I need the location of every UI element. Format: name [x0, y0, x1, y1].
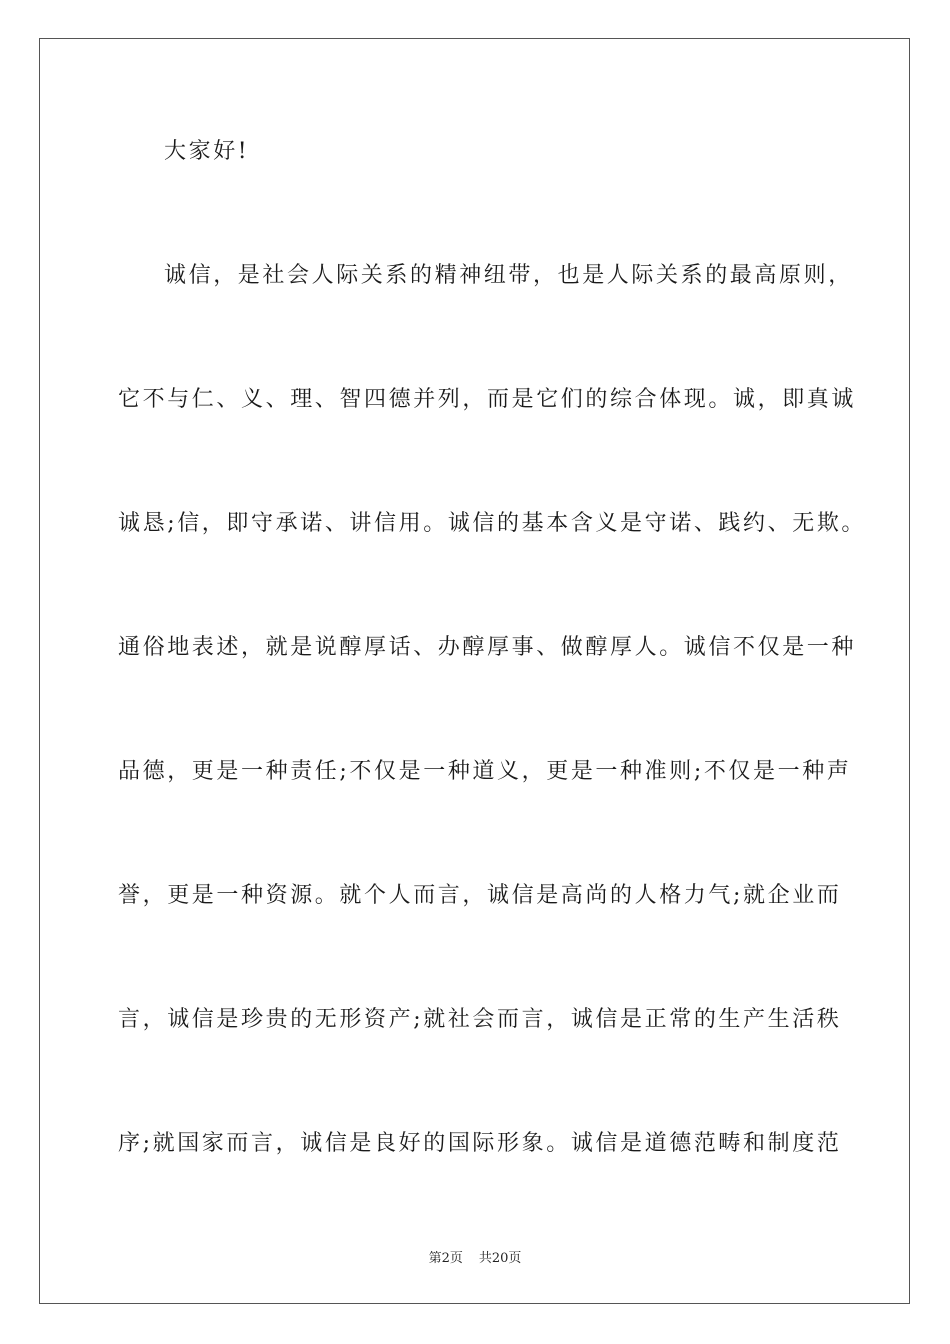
paragraph-line-6: 誉，更是一种资源。就个人而言，诚信是高尚的人格力气;就企业而: [118, 883, 842, 908]
paragraph-line-7: 言，诚信是珍贵的无形资产;就社会而言，诚信是正常的生产生活秩: [118, 1007, 842, 1032]
page-border: [39, 38, 910, 1304]
page-number-total: 共20页: [478, 1251, 522, 1266]
paragraph-line-1: 诚信，是社会人际关系的精神纽带，也是人际关系的最高原则，: [164, 263, 853, 288]
paragraph-line-5: 品德，更是一种责任;不仅是一种道义，更是一种准则;不仅是一种声: [118, 759, 852, 784]
greeting-line: 大家好!: [164, 139, 250, 164]
paragraph-line-4: 通俗地表述，就是说醇厚话、办醇厚事、做醇厚人。诚信不仅是一种: [118, 635, 857, 660]
page-number-current: 第2页: [428, 1251, 463, 1266]
paragraph-line-3: 诚恳;信，即守承诺、讲信用。诚信的基本含义是守诺、践约、无欺。: [118, 511, 867, 536]
page-footer: [0, 1247, 950, 1266]
paragraph-line-8: 序;就国家而言，诚信是良好的国际形象。诚信是道德范畴和制度范: [118, 1131, 842, 1156]
paragraph-line-2: 它不与仁、义、理、智四德并列，而是它们的综合体现。诚，即真诚: [118, 387, 857, 412]
